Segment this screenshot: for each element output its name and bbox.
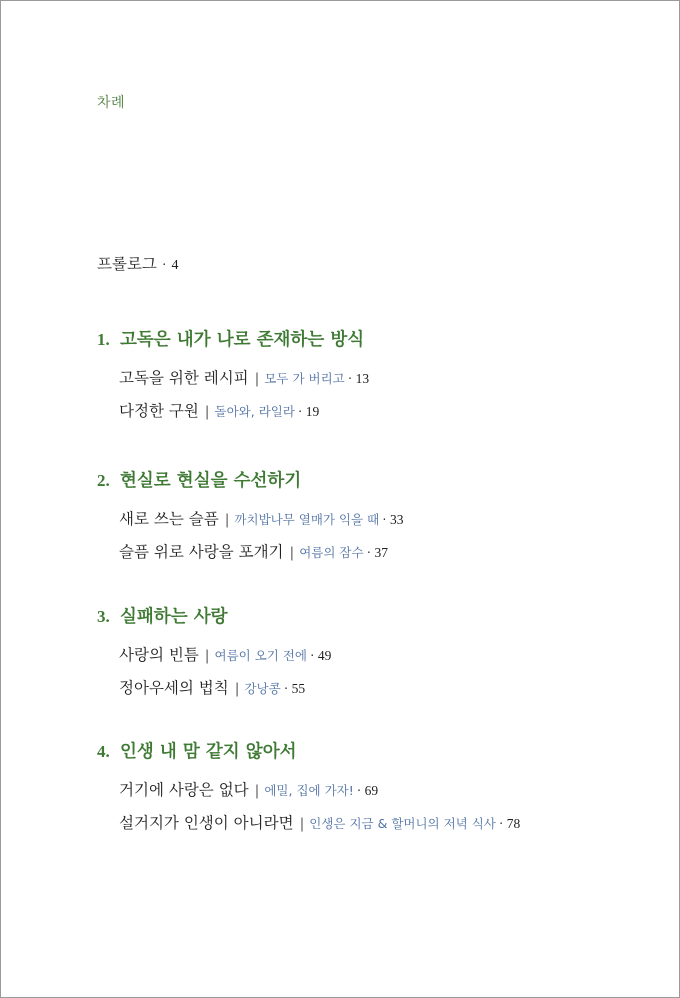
chapter-title[interactable]	[97, 738, 657, 766]
prologue-separator: ·	[161, 258, 167, 273]
toc-entry[interactable]	[97, 809, 657, 842]
entry-divider: |	[224, 512, 230, 528]
entry-subtitle: 강낭콩	[244, 681, 281, 696]
entry-divider: |	[234, 681, 240, 697]
entry-title: 정아우세의 법칙	[119, 679, 229, 697]
entry-subtitle: 에밀, 집에 가자!	[264, 783, 354, 798]
toc-entry[interactable]	[97, 505, 657, 538]
entry-page-number: · 37	[366, 545, 388, 560]
entry-divider: |	[204, 404, 210, 420]
entry-title: 고독을 위한 레시피	[119, 369, 249, 387]
chapter-title[interactable]	[97, 467, 657, 495]
entry-subtitle: 인생은 지금 & 할머니의 저녁 식사	[309, 816, 496, 831]
chapter-number: 4.	[97, 742, 110, 761]
chapter-title[interactable]	[97, 603, 657, 631]
toc-entry[interactable]	[97, 674, 657, 707]
entry-divider: |	[204, 648, 210, 664]
chapter-1	[97, 326, 657, 430]
entry-title: 새로 쓰는 슬픔	[119, 510, 219, 528]
toc-entry[interactable]	[97, 538, 657, 571]
entry-title: 거기에 사랑은 없다	[119, 781, 249, 799]
entry-page-number: · 55	[283, 681, 306, 696]
toc-entry[interactable]	[97, 397, 657, 430]
prologue-entry[interactable]	[97, 252, 178, 274]
entry-title: 다정한 구원	[119, 402, 199, 420]
entry-divider: |	[254, 783, 260, 799]
entry-subtitle: 까치밥나무 열매가 익을 때	[234, 512, 380, 527]
chapter-3	[97, 603, 657, 707]
entry-divider: |	[299, 816, 305, 832]
chapter-title[interactable]	[97, 326, 657, 354]
chapter-title-text: 인생 내 맘 같지 않아서	[120, 742, 297, 762]
entry-page-number: · 69	[356, 783, 379, 798]
entry-title: 사랑의 빈틈	[119, 646, 199, 664]
chapter-number: 3.	[97, 607, 110, 626]
entry-subtitle: 돌아와, 라일라	[214, 404, 295, 419]
toc-entry[interactable]	[97, 641, 657, 674]
toc-entry[interactable]	[97, 364, 657, 397]
toc-entry[interactable]	[97, 776, 657, 809]
entry-page-number: · 19	[297, 404, 320, 419]
chapter-title-text: 실패하는 사랑	[120, 607, 228, 627]
chapter-2	[97, 467, 657, 571]
prologue-page-number: 4	[171, 258, 179, 273]
entry-subtitle: 여름이 오기 전에	[214, 648, 307, 663]
entry-page-number: · 13	[347, 371, 370, 386]
entry-subtitle: 모두 가 버리고	[264, 371, 345, 386]
chapter-4	[97, 738, 657, 842]
toc-heading: 차례	[97, 95, 126, 111]
chapter-number: 2.	[97, 471, 110, 490]
entry-page-number: · 78	[498, 816, 521, 831]
entry-subtitle: 여름의 잠수	[299, 545, 364, 560]
entry-page-number: · 49	[310, 648, 332, 663]
entry-title: 설거지가 인생이 아니라면	[119, 814, 294, 832]
chapter-number: 1.	[97, 330, 110, 349]
entry-divider: |	[254, 371, 260, 387]
prologue-title: 프롤로그	[97, 255, 157, 273]
entry-page-number: · 33	[382, 512, 404, 527]
chapter-title-text: 고독은 내가 나로 존재하는 방식	[120, 330, 365, 350]
chapter-title-text: 현실로 현실을 수선하기	[120, 471, 302, 491]
entry-divider: |	[289, 545, 295, 561]
entry-title: 슬픔 위로 사랑을 포개기	[119, 543, 284, 561]
